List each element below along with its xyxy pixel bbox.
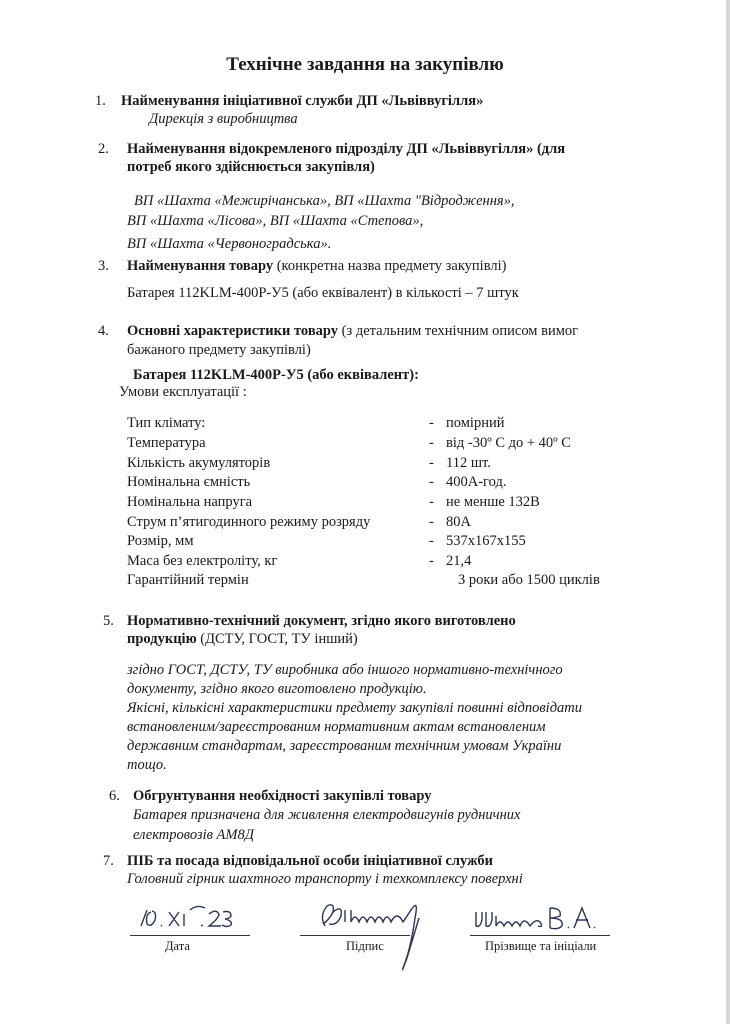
section-2-text-line-1: ВП «Шахта «Межирічанська», ВП «Шахта "Відродження», <box>134 193 515 209</box>
spec-label: Температура <box>127 435 206 451</box>
section-6-number: 6. <box>109 788 120 804</box>
section-5-heading-note: (ДСТУ, ГОСТ, ТУ інший) <box>196 631 358 647</box>
handwritten-signature <box>315 888 440 978</box>
conditions-label: Умови експлуатації : <box>119 384 247 400</box>
name-line <box>470 935 610 936</box>
spec-value: 400А-год. <box>446 474 507 490</box>
scan-edge <box>726 0 730 1024</box>
spec-dash: - <box>429 415 434 431</box>
section-6-text-line-2: електровозів АМ8Д <box>133 827 254 843</box>
handwritten-name <box>470 900 630 934</box>
section-5-text-line-5: державним стандартам, зареєстрованим технічним умовам України <box>127 738 562 754</box>
date-line <box>130 935 250 936</box>
section-2-heading-line-2: потреб якого здійснюється закупівля) <box>127 159 375 175</box>
spec-value: 112 шт. <box>446 455 491 471</box>
section-3-heading: Найменування товару <box>127 258 274 274</box>
section-7-number: 7. <box>103 853 114 869</box>
section-2-heading-line-1: Найменування відокремленого підрозділу ДП «Львіввугілля» (для <box>127 141 566 157</box>
spec-value: 80А <box>446 514 471 530</box>
signature-line <box>300 935 410 936</box>
section-4-heading-row <box>127 322 578 341</box>
section-5-number: 5. <box>103 613 114 629</box>
section-1-number: 1. <box>95 93 106 109</box>
spec-dash: - <box>429 494 434 510</box>
spec-value: не менше 132В <box>446 494 540 510</box>
spec-label: Тип клімату: <box>127 415 206 431</box>
section-5-text-line-3: Якісні, кількісні характеристики предмету закупівлі повинні відповідати <box>127 700 583 716</box>
section-3-heading-note: (конкретна назва предмету закупівлі) <box>273 258 507 274</box>
spec-value: 537х167х155 <box>446 533 526 549</box>
section-2-number: 2. <box>98 141 109 157</box>
section-5-heading-row-2 <box>127 630 358 649</box>
handwritten-date <box>135 900 235 932</box>
spec-label: Розмір, мм <box>127 533 194 549</box>
spec-dash: - <box>429 553 434 569</box>
section-4-number: 4. <box>98 323 109 339</box>
section-6-heading: Обгрунтування необхідності закупівлі товару <box>133 788 432 804</box>
spec-value: від -30º С до + 40º С <box>446 435 571 451</box>
spec-label: Гарантійний термін <box>127 572 249 588</box>
section-3-number: 3. <box>98 258 109 274</box>
section-3-heading-row <box>127 257 506 276</box>
signature-caption: Підпис <box>346 939 384 953</box>
spec-label: Номінальна ємність <box>127 474 251 490</box>
spec-dash: - <box>429 474 434 490</box>
section-7-text: Головний гірник шахтного транспорту і техкомплексу поверхні <box>127 871 523 887</box>
section-1-text: Дирекція з виробництва <box>149 111 298 127</box>
section-6-text-line-1: Батарея призначена для живлення електродвигунів рудничних <box>133 807 521 823</box>
section-2-text-line-2: ВП «Шахта «Лісова», ВП «Шахта «Степова», <box>127 213 424 229</box>
date-caption: Дата <box>165 939 190 953</box>
spec-label: Маса без електроліту, кг <box>127 553 278 569</box>
section-5-text-line-2: документу, згідно якого виготовлено продукцію. <box>127 681 427 697</box>
spec-value: помірний <box>446 415 505 431</box>
section-5-heading-line-2: продукцію <box>127 631 197 647</box>
spec-dash: - <box>429 514 434 530</box>
section-4-heading-note-line-2: бажаного предмету закупівлі) <box>127 342 311 358</box>
section-4-subheading: Батарея 112KLM-400P-У5 (або еквівалент): <box>133 367 419 383</box>
spec-dash: - <box>429 455 434 471</box>
name-caption: Прізвище та ініціали <box>485 939 597 953</box>
section-5-text-line-1: згідно ГОСТ, ДСТУ, ТУ виробника або іншого нормативно-технічного <box>127 662 563 678</box>
spec-dash: - <box>429 435 434 451</box>
section-5-heading-line-1: Нормативно-технічний документ, згідно якого виготовлено <box>127 613 516 629</box>
section-5-text-line-6: тощо. <box>127 757 167 773</box>
document-title: Технічне завдання на закупівлю <box>226 54 504 75</box>
spec-value: 3 роки або 1500 циклів <box>458 572 600 588</box>
spec-dash: - <box>429 533 434 549</box>
section-4-heading-note: (з детальним технічним описом вимог <box>338 323 579 339</box>
spec-label: Номінальна напруга <box>127 494 253 510</box>
section-3-text: Батарея 112KLM-400P-У5 (або еквівалент) в кількості – 7 штук <box>127 285 519 301</box>
spec-label: Кількість акумуляторів <box>127 455 271 471</box>
section-4-heading: Основні характеристики товару <box>127 323 339 339</box>
section-2-text-line-3: ВП «Шахта «Червоноградська». <box>127 236 332 252</box>
section-1-heading: Найменування ініціативної служби ДП «Львіввугілля» <box>121 93 484 109</box>
spec-label: Струм п’ятигодинного режиму розряду <box>127 514 371 530</box>
section-7-heading: ПІБ та посада відповідальної особи ініціативної служби <box>127 853 494 869</box>
spec-value: 21,4 <box>446 553 472 569</box>
section-5-text-line-4: встановленим/зареєстрованим нормативним актам встановленим <box>127 719 546 735</box>
